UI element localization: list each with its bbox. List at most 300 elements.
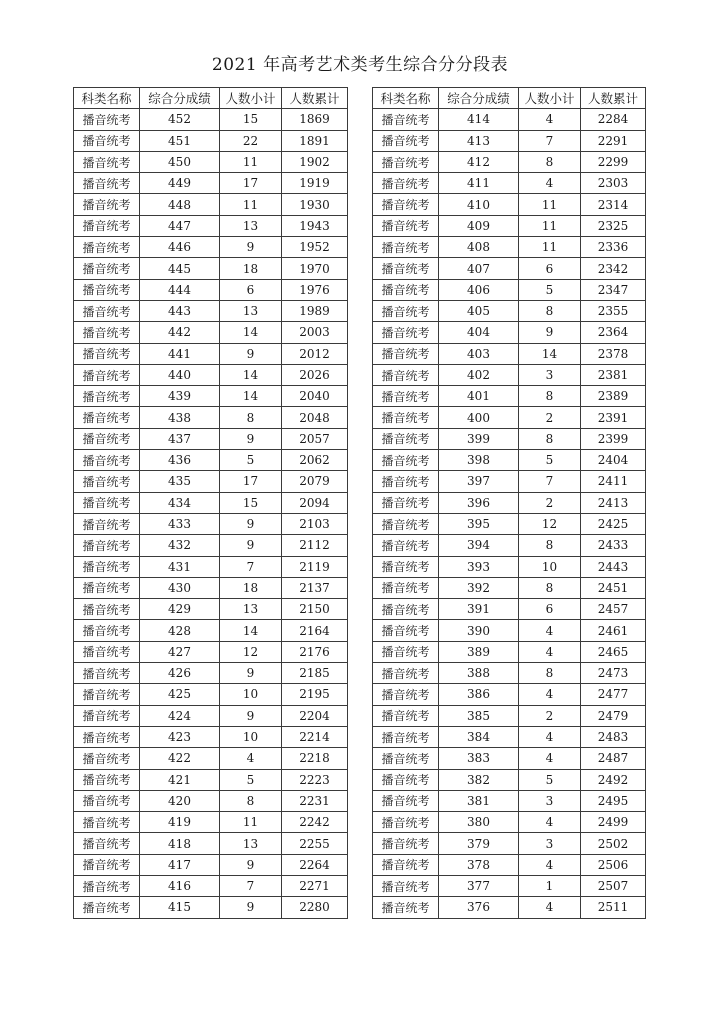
table-row [74,556,348,577]
cell-cumulative: 2284 [581,109,646,130]
cell-score: 392 [439,577,519,598]
cell-score: 417 [140,854,220,875]
cell-category: 播音统考 [373,279,439,300]
table-row [373,386,646,407]
cell-score: 399 [439,428,519,449]
cell-score: 407 [439,258,519,279]
cell-count: 13 [220,215,282,236]
cell-category: 播音统考 [373,386,439,407]
cell-count: 9 [220,854,282,875]
cell-cumulative: 2451 [581,577,646,598]
cell-count: 7 [519,471,581,492]
cell-category: 播音统考 [74,599,140,620]
cell-score: 426 [140,663,220,684]
cell-count: 9 [220,705,282,726]
cell-count: 5 [220,450,282,471]
cell-cumulative: 2378 [581,343,646,364]
cell-cumulative: 2325 [581,215,646,236]
cell-score: 443 [140,300,220,321]
table-row [373,279,646,300]
cell-cumulative: 2477 [581,684,646,705]
table-row [373,790,646,811]
cell-cumulative: 2119 [282,556,348,577]
cell-category: 播音统考 [373,151,439,172]
cell-category: 播音统考 [74,769,140,790]
cell-score: 421 [140,769,220,790]
cell-score: 384 [439,726,519,747]
table-row [373,237,646,258]
cell-score: 419 [140,812,220,833]
cell-cumulative: 2137 [282,577,348,598]
cell-score: 450 [140,151,220,172]
cell-score: 400 [439,407,519,428]
cell-category: 播音统考 [373,769,439,790]
cell-count: 6 [220,279,282,300]
cell-score: 429 [140,599,220,620]
cell-cumulative: 2195 [282,684,348,705]
table-row [373,875,646,896]
cell-count: 22 [220,130,282,151]
cell-category: 播音统考 [373,599,439,620]
cell-count: 2 [519,705,581,726]
cell-count: 4 [519,620,581,641]
cell-category: 播音统考 [373,897,439,918]
cell-count: 17 [220,471,282,492]
cell-count: 9 [220,513,282,534]
cell-cumulative: 2336 [581,237,646,258]
cell-cumulative: 2364 [581,322,646,343]
cell-cumulative: 2204 [282,705,348,726]
cell-count: 4 [519,812,581,833]
cell-category: 播音统考 [373,237,439,258]
cell-count: 8 [519,663,581,684]
cell-category: 播音统考 [373,450,439,471]
table-row [373,130,646,151]
cell-cumulative: 2399 [581,428,646,449]
cell-count: 8 [519,386,581,407]
cell-score: 452 [140,109,220,130]
cell-score: 380 [439,812,519,833]
cell-score: 434 [140,492,220,513]
cell-category: 播音统考 [373,577,439,598]
cell-count: 8 [519,151,581,172]
cell-count: 15 [220,109,282,130]
cell-cumulative: 1970 [282,258,348,279]
cell-category: 播音统考 [373,663,439,684]
cell-count: 11 [220,151,282,172]
cell-cumulative: 2411 [581,471,646,492]
cell-count: 4 [519,173,581,194]
cell-category: 播音统考 [74,215,140,236]
cell-cumulative: 1869 [282,109,348,130]
table-row [74,705,348,726]
cell-category: 播音统考 [373,705,439,726]
score-table-left [73,87,348,919]
table-row [373,812,646,833]
cell-cumulative: 2040 [282,386,348,407]
cell-category: 播音统考 [373,130,439,151]
cell-count: 6 [519,599,581,620]
table-row [373,194,646,215]
cell-score: 410 [439,194,519,215]
cell-cumulative: 2433 [581,535,646,556]
table-row [74,471,348,492]
cell-category: 播音统考 [74,151,140,172]
cell-cumulative: 2389 [581,386,646,407]
cell-score: 381 [439,790,519,811]
cell-category: 播音统考 [74,684,140,705]
cell-count: 5 [519,279,581,300]
cell-score: 441 [140,343,220,364]
cell-score: 433 [140,513,220,534]
cell-cumulative: 2012 [282,343,348,364]
cell-category: 播音统考 [74,300,140,321]
cell-cumulative: 2483 [581,726,646,747]
table-row [373,428,646,449]
table-row [373,620,646,641]
table-row [373,300,646,321]
table-row [74,386,348,407]
cell-cumulative: 1919 [282,173,348,194]
cell-cumulative: 2026 [282,364,348,385]
cell-score: 432 [140,535,220,556]
table-row [373,833,646,854]
cell-score: 382 [439,769,519,790]
cell-cumulative: 2103 [282,513,348,534]
cell-category: 播音统考 [74,513,140,534]
table-row [373,705,646,726]
cell-category: 播音统考 [373,428,439,449]
cell-cumulative: 2112 [282,535,348,556]
cell-score: 448 [140,194,220,215]
cell-count: 7 [220,875,282,896]
cell-category: 播音统考 [373,343,439,364]
cell-category: 播音统考 [74,854,140,875]
cell-cumulative: 2079 [282,471,348,492]
cell-category: 播音统考 [74,535,140,556]
table-row [74,258,348,279]
table-row [74,641,348,662]
cell-category: 播音统考 [74,130,140,151]
cell-category: 播音统考 [373,215,439,236]
table-row [373,258,646,279]
cell-score: 413 [439,130,519,151]
cell-count: 4 [519,684,581,705]
cell-score: 423 [140,726,220,747]
cell-score: 409 [439,215,519,236]
cell-count: 17 [220,173,282,194]
cell-cumulative: 2502 [581,833,646,854]
table-row [373,663,646,684]
cell-count: 13 [220,833,282,854]
cell-count: 4 [519,748,581,769]
cell-count: 8 [220,407,282,428]
table-header-row [373,88,646,109]
cell-cumulative: 2094 [282,492,348,513]
cell-category: 播音统考 [74,726,140,747]
table-row [373,407,646,428]
cell-cumulative: 2218 [282,748,348,769]
table-row [373,364,646,385]
cell-category: 播音统考 [373,258,439,279]
table-row [74,428,348,449]
cell-score: 408 [439,237,519,258]
cell-cumulative: 1952 [282,237,348,258]
cell-count: 18 [220,258,282,279]
cell-count: 10 [220,726,282,747]
cell-cumulative: 2314 [581,194,646,215]
cell-cumulative: 1891 [282,130,348,151]
cell-cumulative: 2150 [282,599,348,620]
cell-count: 18 [220,577,282,598]
cell-count: 11 [220,812,282,833]
table-row [373,535,646,556]
cell-cumulative: 2271 [282,875,348,896]
cell-count: 1 [519,875,581,896]
cell-category: 播音统考 [373,556,439,577]
table-row [373,684,646,705]
cell-count: 13 [220,300,282,321]
cell-score: 431 [140,556,220,577]
cell-cumulative: 2242 [282,812,348,833]
cell-count: 12 [519,513,581,534]
table-row [74,322,348,343]
column-header-count: 人数小计 [519,88,581,109]
table-row [74,535,348,556]
cell-count: 14 [220,386,282,407]
column-header-cumulative: 人数累计 [581,88,646,109]
cell-count: 14 [220,620,282,641]
cell-cumulative: 2506 [581,854,646,875]
cell-category: 播音统考 [74,492,140,513]
cell-count: 5 [519,450,581,471]
cell-count: 4 [519,641,581,662]
cell-category: 播音统考 [74,471,140,492]
cell-count: 4 [519,726,581,747]
table-row [373,641,646,662]
table-row [74,513,348,534]
cell-category: 播音统考 [373,407,439,428]
cell-count: 8 [519,535,581,556]
cell-count: 9 [220,897,282,918]
cell-score: 394 [439,535,519,556]
table-header-row [74,88,348,109]
cell-score: 411 [439,173,519,194]
cell-count: 14 [220,364,282,385]
table-row [74,173,348,194]
cell-score: 383 [439,748,519,769]
cell-score: 430 [140,577,220,598]
cell-cumulative: 2461 [581,620,646,641]
cell-cumulative: 2404 [581,450,646,471]
column-header-score: 综合分成绩 [439,88,519,109]
table-row [373,897,646,918]
cell-score: 438 [140,407,220,428]
cell-count: 14 [519,343,581,364]
cell-score: 389 [439,641,519,662]
cell-score: 379 [439,833,519,854]
cell-cumulative: 2176 [282,641,348,662]
cell-category: 播音统考 [74,875,140,896]
cell-count: 6 [519,258,581,279]
cell-score: 420 [140,790,220,811]
cell-count: 9 [220,663,282,684]
cell-count: 9 [220,237,282,258]
cell-cumulative: 2473 [581,663,646,684]
table-row [373,492,646,513]
cell-score: 424 [140,705,220,726]
cell-cumulative: 2511 [581,897,646,918]
cell-category: 播音统考 [74,450,140,471]
table-row [74,215,348,236]
cell-count: 9 [220,535,282,556]
cell-cumulative: 2291 [581,130,646,151]
cell-category: 播音统考 [373,535,439,556]
cell-score: 445 [140,258,220,279]
table-row [74,620,348,641]
cell-cumulative: 2299 [581,151,646,172]
cell-cumulative: 1943 [282,215,348,236]
cell-category: 播音统考 [74,833,140,854]
column-header-category: 科类名称 [74,88,140,109]
cell-cumulative: 2457 [581,599,646,620]
page-title: 2021 年高考艺术类考生综合分分段表 [211,55,509,75]
cell-cumulative: 2355 [581,300,646,321]
cell-category: 播音统考 [74,748,140,769]
cell-count: 9 [220,428,282,449]
column-header-score: 综合分成绩 [140,88,220,109]
cell-cumulative: 2062 [282,450,348,471]
cell-score: 449 [140,173,220,194]
table-row [74,130,348,151]
cell-score: 416 [140,875,220,896]
table-row [373,769,646,790]
table-row [373,343,646,364]
table-row [74,450,348,471]
table-row [74,343,348,364]
table-row [74,875,348,896]
table-row [74,748,348,769]
cell-category: 播音统考 [373,641,439,662]
table-row [74,663,348,684]
cell-score: 391 [439,599,519,620]
cell-score: 446 [140,237,220,258]
table-row [74,599,348,620]
cell-score: 402 [439,364,519,385]
table-row [373,726,646,747]
cell-score: 451 [140,130,220,151]
cell-category: 播音统考 [373,194,439,215]
cell-cumulative: 2214 [282,726,348,747]
cell-score: 436 [140,450,220,471]
cell-cumulative: 2443 [581,556,646,577]
cell-cumulative: 2492 [581,769,646,790]
cell-score: 393 [439,556,519,577]
cell-category: 播音统考 [74,322,140,343]
table-row [74,237,348,258]
table-row [74,407,348,428]
column-header-cumulative: 人数累计 [282,88,348,109]
cell-score: 397 [439,471,519,492]
cell-score: 377 [439,875,519,896]
cell-score: 390 [439,620,519,641]
table-row [373,450,646,471]
table-row [74,279,348,300]
cell-count: 4 [519,109,581,130]
cell-count: 12 [220,641,282,662]
table-row [74,151,348,172]
cell-category: 播音统考 [373,492,439,513]
cell-score: 439 [140,386,220,407]
cell-category: 播音统考 [74,577,140,598]
cell-score: 376 [439,897,519,918]
cell-score: 418 [140,833,220,854]
cell-score: 435 [140,471,220,492]
cell-category: 播音统考 [74,109,140,130]
table-row [74,684,348,705]
table-row [373,599,646,620]
cell-count: 8 [220,790,282,811]
cell-cumulative: 1976 [282,279,348,300]
cell-count: 3 [519,833,581,854]
cell-cumulative: 2057 [282,428,348,449]
cell-category: 播音统考 [373,364,439,385]
cell-cumulative: 2342 [581,258,646,279]
cell-cumulative: 2347 [581,279,646,300]
cell-cumulative: 1930 [282,194,348,215]
cell-score: 444 [140,279,220,300]
table-row [74,492,348,513]
cell-count: 8 [519,428,581,449]
cell-score: 406 [439,279,519,300]
table-row [373,173,646,194]
cell-score: 385 [439,705,519,726]
table-row [373,471,646,492]
cell-count: 8 [519,577,581,598]
cell-cumulative: 1989 [282,300,348,321]
cell-cumulative: 2303 [581,173,646,194]
cell-score: 428 [140,620,220,641]
cell-count: 9 [519,322,581,343]
cell-category: 播音统考 [74,386,140,407]
cell-count: 13 [220,599,282,620]
score-table-right [372,87,646,919]
cell-category: 播音统考 [373,790,439,811]
table-row [373,322,646,343]
cell-cumulative: 1902 [282,151,348,172]
cell-count: 2 [519,407,581,428]
cell-count: 11 [519,215,581,236]
table-row [74,897,348,918]
cell-count: 7 [519,130,581,151]
cell-cumulative: 2185 [282,663,348,684]
cell-category: 播音统考 [74,556,140,577]
cell-count: 14 [220,322,282,343]
table-row [373,151,646,172]
cell-count: 11 [519,194,581,215]
cell-cumulative: 2255 [282,833,348,854]
cell-cumulative: 2425 [581,513,646,534]
cell-score: 440 [140,364,220,385]
table-row [74,769,348,790]
cell-category: 播音统考 [373,471,439,492]
cell-score: 378 [439,854,519,875]
cell-cumulative: 2231 [282,790,348,811]
cell-category: 播音统考 [74,237,140,258]
cell-cumulative: 2003 [282,322,348,343]
cell-category: 播音统考 [74,705,140,726]
cell-category: 播音统考 [74,620,140,641]
